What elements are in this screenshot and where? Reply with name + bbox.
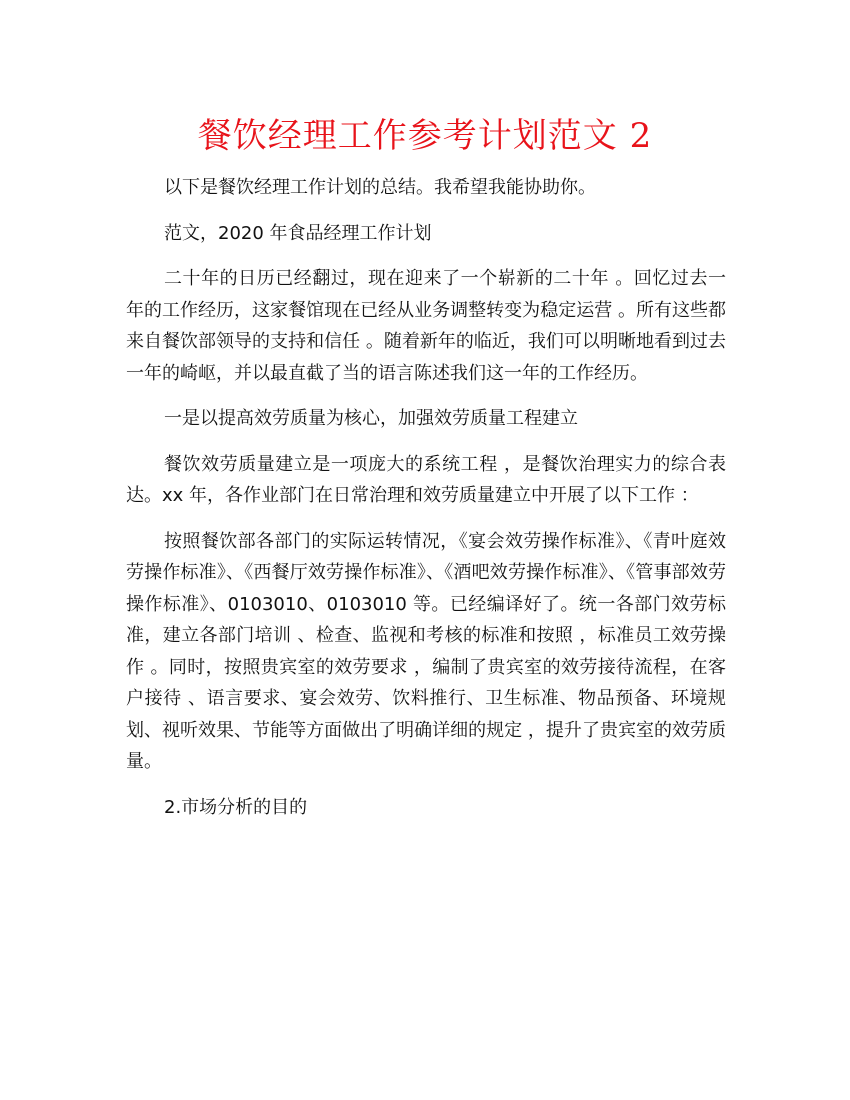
paragraph-intro: 以下是餐饮经理工作计划的总结。我希望我能协助你。 xyxy=(164,177,596,198)
paragraph-subtitle: 范文，2020 年食品经理工作计划 xyxy=(164,222,432,244)
paragraph-standards: 按照餐饮部各部门的实际运转情况，《宴会效劳操作标准》、《青叶庭效劳操作标准》、《西餐厅效劳操作标准》、《酒吧效劳操作标准》、《管事部效劳操作标准》、0103010、0103010 等。已经编译好了。统一各部门效劳标准，建立各部门培训 、检查、监视和考核的标准和按照 ，标准员工效劳操作 。同时，按照贵宾室的效劳要求 ，编制了贵宾室的效劳接待流程，在客户接待 、语言要求、宴会效劳、饮料推行、卫生标准、物品预备、环境规划、视听效果、节能等方面做出了明确详细的规定 ，提升了贵宾室的效劳质量。 xyxy=(126,530,726,772)
paragraph-review: 二十年的日历已经翻过，现在迎来了一个崭新的二十年 。回忆过去一年的工作经历，这家餐馆现在已经从业务调整转变为稳定运营 。所有这些都来自餐饮部领导的支持和信任 。随着新年的临近，我们可以明晰地看到过去一年的崎岖，并以最直截了当的语言陈述我们这一年的工作经历。 xyxy=(126,268,726,384)
document-body xyxy=(126,172,726,837)
paragraph-market-analysis: 2.市场分析的目的 xyxy=(164,796,308,818)
paragraph-service-quality: 餐饮效劳质量建立是一项庞大的系统工程 ，是餐饮治理实力的综合表达。xx 年，各作业部门在日常治理和效劳质量建立中开展了以下工作 ： xyxy=(126,453,726,506)
paragraph-section-heading: 一是以提高效劳质量为核心，加强效劳质量工程建立 xyxy=(164,408,578,429)
document-title: 餐饮经理工作参考计划范文 2 xyxy=(197,116,653,156)
